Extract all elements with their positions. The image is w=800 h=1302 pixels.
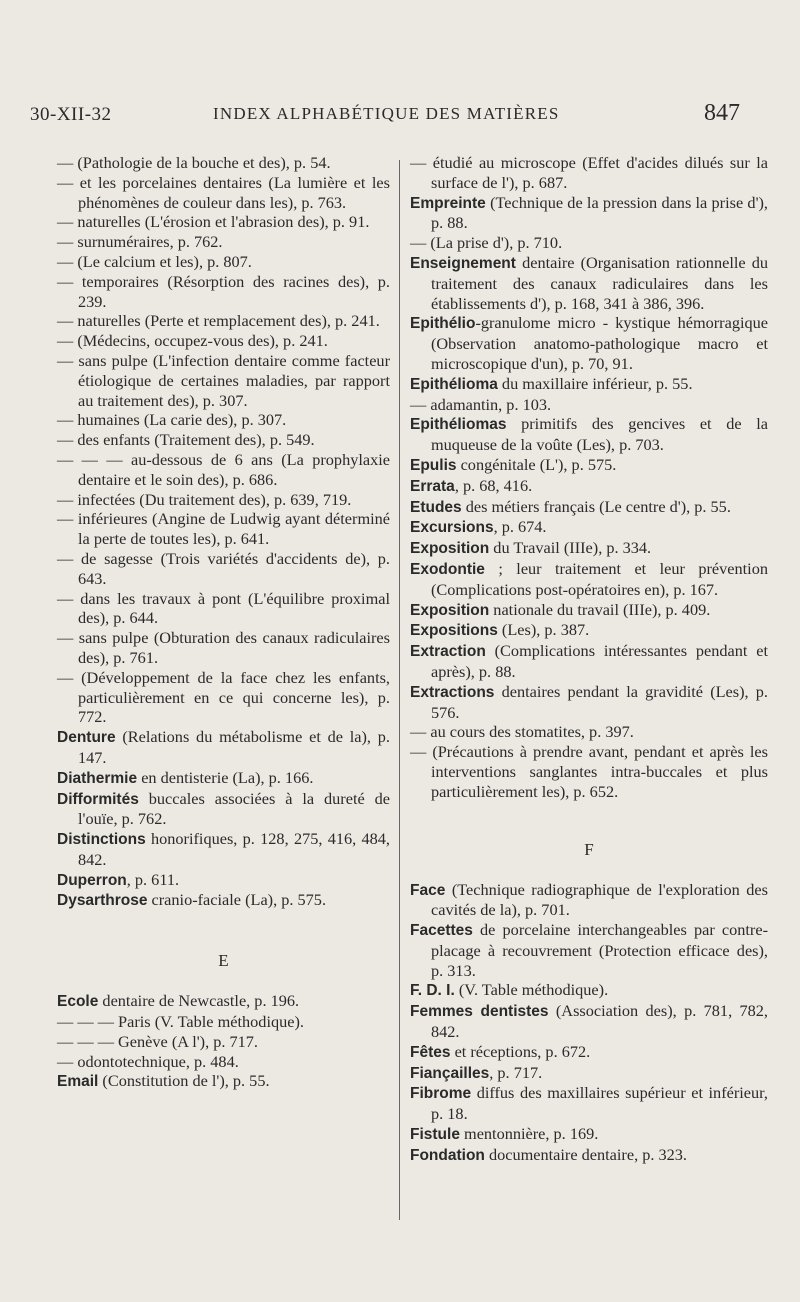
entry-text: cranio-faciale (La), p. 575. <box>147 890 327 910</box>
index-entry <box>57 668 390 727</box>
index-entry <box>410 1042 768 1063</box>
entry-text: — (Médecins, occupez-vous des), p. 241. <box>57 331 328 351</box>
entry-keyword: Face <box>410 881 446 899</box>
index-entry <box>57 727 390 768</box>
index-entry <box>57 1032 390 1052</box>
entry-keyword: Enseignement <box>410 254 516 272</box>
index-entry <box>410 253 768 313</box>
entry-text: — surnuméraires, p. 762. <box>57 232 223 252</box>
entry-keyword: Extraction <box>410 643 486 661</box>
entry-text: (Association des), p. 781, 782, 842. <box>431 1001 768 1042</box>
entry-text: — naturelles (L'érosion et l'abrasion des), p. 91. <box>57 212 370 232</box>
index-entry <box>57 212 390 232</box>
entry-text: dentaire de Newcastle, p. 196. <box>98 991 300 1011</box>
entry-keyword: Fistule <box>410 1126 460 1144</box>
entry-text: — (Précautions à prendre avant, pendant et après les interventions sanglantes intra-buccales et plus particulièrement les), p. 652. <box>410 742 768 801</box>
entry-text: ; leur traitement et leur prévention (Complications post-opératoires en), p. 167. <box>431 558 768 599</box>
entry-keyword: Epithélioma <box>410 375 498 393</box>
entry-text: (Relations du métabolisme et de la), p. 147. <box>78 727 390 767</box>
entry-keyword: Empreinte <box>410 194 486 212</box>
index-entry <box>410 374 768 395</box>
index-entry <box>410 395 768 415</box>
entry-text: du maxillaire inférieur, p. 55. <box>497 373 693 393</box>
entry-text: (V. Table méthodique). <box>454 980 609 1000</box>
index-entry <box>410 153 768 193</box>
entry-keyword: Femmes dentistes <box>410 1003 549 1021</box>
index-entry <box>410 1063 768 1084</box>
entry-keyword: Ecole <box>57 993 99 1011</box>
left-column <box>57 153 390 1092</box>
entry-text: — des enfants (Traitement des), p. 549. <box>57 430 315 450</box>
index-entry <box>410 880 768 921</box>
index-entry <box>57 490 390 510</box>
entry-text: de porcelaine interchangeables par contre-placage à recouvrement (Protection efficace des), p. 313. <box>431 920 768 980</box>
entry-text: des métiers français (Le centre d'), p. 55. <box>461 496 731 516</box>
index-entry <box>410 414 768 455</box>
index-entry <box>57 870 390 891</box>
entry-text: — (La prise d'), p. 710. <box>410 233 563 253</box>
entry-text: , p. 68, 416. <box>454 475 533 495</box>
entry-text: — dans les travaux à pont (L'équilibre proximal des), p. 644. <box>57 588 390 628</box>
header-title: INDEX ALPHABÉTIQUE DES MATIÈRES <box>213 104 560 123</box>
left-entries-list <box>57 153 390 911</box>
entry-keyword: Fibrome <box>410 1085 472 1103</box>
index-entry <box>410 1001 768 1042</box>
index-entry <box>57 272 390 312</box>
entry-text: — sans pulpe (Obturation des canaux radiculaires des), p. 761. <box>57 628 390 667</box>
entry-text: — (Développement de la face chez les enfants, particulièrement en ce qui concerne les), p. 772. <box>57 667 390 727</box>
entry-text: documentaire dentaire, p. 323. <box>484 1144 687 1164</box>
index-entry <box>410 742 768 801</box>
section-letter-e: E <box>218 951 229 971</box>
entry-text: nationale du travail (IIIe), p. 409. <box>489 599 711 619</box>
index-entry <box>57 1071 390 1092</box>
entry-keyword: Difformités <box>57 790 139 808</box>
entry-keyword: Etudes <box>410 498 462 516</box>
index-entry <box>57 410 390 430</box>
entry-keyword: Exposition <box>410 601 490 619</box>
entry-text: dentaire (Organisation rationnelle du traitement des canaux radiculaires dans les établissements d'), p. 168, 341 à 386, 396. <box>431 252 768 313</box>
page-header <box>30 100 740 132</box>
entry-keyword: Diathermie <box>57 769 138 787</box>
section-e-entries <box>57 991 390 1092</box>
entry-keyword: Distinctions <box>57 831 146 849</box>
entry-text: -granulome micro - kystique hémorragique (Observation anatomo-pathologique macro et microscopique d'un), p. 70, 91. <box>431 313 768 373</box>
entry-keyword: Facettes <box>410 922 473 940</box>
entry-keyword: Epithéliomas <box>410 416 507 434</box>
index-entry <box>410 980 768 1001</box>
entry-text: — — — Paris (V. Table méthodique). <box>57 1012 304 1032</box>
index-entry <box>410 600 768 621</box>
index-entry <box>410 641 768 682</box>
index-entry <box>57 589 390 629</box>
index-entry <box>410 920 768 980</box>
entry-text: primitifs des gencives et de la muqueuse de la voûte (Les), p. 703. <box>431 414 768 455</box>
entry-text: — sans pulpe (L'infection dentaire comme facteur étiologique de certaines maladies, par rapport au traitement des), p. 307. <box>57 350 390 410</box>
entry-keyword: Fêtes <box>410 1043 451 1061</box>
index-entry <box>410 497 768 518</box>
index-entry <box>57 153 390 173</box>
index-entry <box>57 173 390 213</box>
index-entry <box>410 1145 768 1166</box>
entry-text: et réceptions, p. 672. <box>450 1041 591 1061</box>
index-entry <box>410 620 768 641</box>
index-entry <box>57 549 390 589</box>
entry-text: — — — Genève (A l'), p. 717. <box>57 1031 258 1051</box>
entry-text: congénitale (L'), p. 575. <box>456 454 617 474</box>
entry-text: (Technique radiographique de l'exploration des cavités de la), p. 701. <box>431 879 768 920</box>
entry-text: (Technique de la pression dans la prise d'), p. 88. <box>431 192 768 233</box>
entry-keyword: Excursions <box>410 519 494 537</box>
entry-text: , p. 717. <box>489 1062 543 1082</box>
entry-keyword: Epulis <box>410 456 457 474</box>
entry-text: — naturelles (Perte et remplacement des), p. 241. <box>57 311 380 331</box>
entry-keyword: Exposition <box>410 540 490 558</box>
index-entry <box>410 455 768 476</box>
entry-text: — et les porcelaines dentaires (La lumière et les phénomènes de couleur dans les), p. 763. <box>57 172 390 212</box>
entry-keyword: Denture <box>57 729 116 747</box>
column-divider <box>399 160 400 1220</box>
index-entry <box>57 1052 390 1072</box>
index-entry <box>57 890 390 911</box>
index-entry <box>57 311 390 331</box>
entry-text: — au cours des stomatites, p. 397. <box>410 722 634 742</box>
entry-keyword: Fiançailles <box>410 1064 490 1082</box>
right-entries-list <box>410 153 768 802</box>
index-entry <box>57 509 390 549</box>
entry-text: — infectées (Du traitement des), p. 639, 719. <box>57 489 352 509</box>
entry-keyword: Exodontie <box>410 560 485 578</box>
entry-keyword: Extractions <box>410 683 495 701</box>
entry-keyword: Duperron <box>57 871 127 889</box>
index-entry <box>57 628 390 668</box>
section-f-entries <box>410 880 768 1166</box>
entry-text: — de sagesse (Trois variétés d'accidents de), p. 643. <box>57 548 390 588</box>
entry-text: — humaines (La carie des), p. 307. <box>57 410 287 430</box>
index-entry <box>410 517 768 538</box>
index-entry <box>57 768 390 789</box>
entry-text: , p. 611. <box>126 869 180 889</box>
index-entry <box>57 991 390 1012</box>
index-entry <box>410 233 768 253</box>
entry-keyword: Expositions <box>410 622 498 640</box>
entry-text: — adamantin, p. 103. <box>410 394 552 414</box>
entry-text: du Travail (IIIe), p. 334. <box>489 538 652 558</box>
entry-text: — odontotechnique, p. 484. <box>57 1051 239 1071</box>
entry-text: — temporaires (Résorption des racines des), p. 239. <box>57 271 390 311</box>
index-entry <box>57 232 390 252</box>
entry-keyword: Email <box>57 1073 99 1091</box>
index-entry <box>57 351 390 410</box>
index-entry <box>410 313 768 373</box>
header-date: 30-XII-32 <box>30 104 112 125</box>
index-entry <box>57 252 390 272</box>
entry-text: — (Le calcium et les), p. 807. <box>57 251 252 271</box>
entry-text: , p. 674. <box>493 517 547 537</box>
index-entry <box>410 682 768 723</box>
entry-keyword: Dysarthrose <box>57 892 148 910</box>
entry-text: diffus des maxillaires supérieur et inférieur, p. 18. <box>431 1083 768 1124</box>
index-entry <box>410 476 768 497</box>
index-entry <box>410 722 768 742</box>
index-entry <box>57 789 390 830</box>
section-letter-f: F <box>584 839 594 859</box>
entry-text: buccales associées à la dureté de l'ouïe, p. 762. <box>78 788 390 829</box>
entry-text: en dentisterie (La), p. 166. <box>137 767 314 787</box>
entry-keyword: Fondation <box>410 1146 485 1164</box>
index-entry <box>410 193 768 234</box>
index-entry <box>410 1124 768 1145</box>
entry-text: honorifiques, p. 128, 275, 416, 484, 842. <box>78 829 390 869</box>
entry-text: mentonnière, p. 169. <box>459 1124 599 1144</box>
index-entry <box>410 538 768 559</box>
entry-text: — étudié au microscope (Effet d'acides dilués sur la surface de l'), p. 687. <box>410 153 768 192</box>
index-entry <box>57 450 390 490</box>
index-entry <box>57 829 390 870</box>
index-entry <box>57 430 390 450</box>
entry-keyword: Errata <box>410 477 455 495</box>
entry-text: — (Pathologie de la bouche et des), p. 54. <box>57 153 331 172</box>
entry-text: dentaires pendant la gravidité (Les), p. 576. <box>431 681 768 722</box>
entry-text: (Constitution de l'), p. 55. <box>98 1071 270 1091</box>
index-entry <box>410 1083 768 1124</box>
entry-text: (Les), p. 387. <box>497 620 590 640</box>
right-column <box>410 153 768 1166</box>
index-entry <box>57 331 390 351</box>
entry-text: (Complications intéressantes pendant et après), p. 88. <box>431 641 768 681</box>
entry-keyword: F. D. I. <box>410 982 455 1000</box>
entry-text: — inférieures (Angine de Ludwig ayant déterminé la perte de toutes les), p. 641. <box>57 509 390 549</box>
index-entry <box>410 559 768 600</box>
page-number: 847 <box>704 100 740 126</box>
index-entry <box>57 1012 390 1032</box>
entry-keyword: Epithélio <box>410 315 476 333</box>
entry-text: — — — au-dessous de 6 ans (La prophylaxie dentaire et le soin des), p. 686. <box>57 449 390 489</box>
